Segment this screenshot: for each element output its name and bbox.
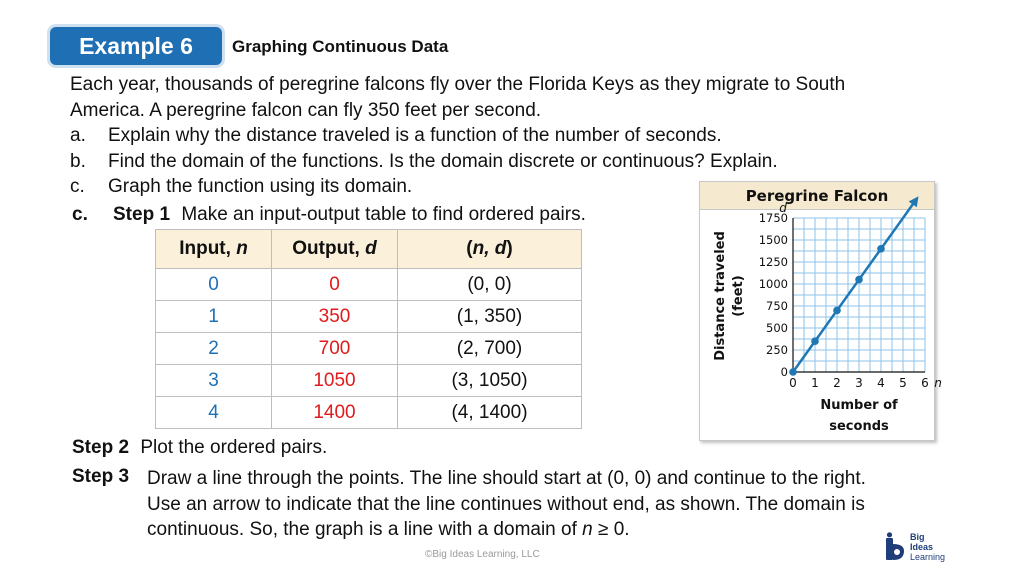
step-1-label: Step 1 — [113, 204, 171, 225]
function-line — [793, 200, 916, 372]
graph-panel — [699, 181, 942, 441]
step-3-line-2: Use an arrow to indicate that the line continues without end, as shown. The domain is — [147, 493, 865, 515]
y-tick-label: 1250 — [758, 255, 788, 269]
y-tick-label: 1750 — [758, 211, 788, 225]
part-text: Find the domain of the functions. Is the domain discrete or continuous? Explain. — [108, 150, 778, 172]
step-2-label: Step 2 — [72, 437, 130, 458]
output-cell: 1050 — [272, 365, 398, 397]
x-variable-label: n — [934, 376, 942, 390]
problem-line-2: America. A peregrine falcon can fly 350 feet per second. — [70, 99, 542, 121]
table-header-row — [156, 230, 582, 269]
data-point — [833, 307, 841, 315]
step-1 — [72, 204, 586, 226]
graph-title: Peregrine Falcon — [700, 182, 934, 210]
input-cell: 4 — [156, 397, 272, 429]
y-tick-label: 1500 — [758, 233, 788, 247]
output-cell: 0 — [272, 269, 398, 301]
data-point — [811, 337, 819, 345]
example-title: Graphing Continuous Data — [232, 37, 449, 56]
output-cell: 1400 — [272, 397, 398, 429]
header-output: Output, d — [272, 230, 398, 269]
data-point — [789, 368, 797, 376]
table-row — [156, 333, 582, 365]
step-3-line-3: continuous. So, the graph is a line with a domain of n ≥ 0. — [147, 519, 630, 540]
input-cell: 3 — [156, 365, 272, 397]
part-text: Graph the function using its domain. — [108, 176, 413, 197]
x-tick-label: 6 — [921, 376, 929, 390]
y-tick-label: 500 — [766, 321, 788, 335]
pair-cell: (0, 0) — [398, 269, 582, 301]
pair-cell: (4, 1400) — [398, 397, 582, 429]
part-b — [70, 149, 970, 175]
output-cell: 700 — [272, 333, 398, 365]
falcon-graph — [700, 201, 942, 440]
header-pair: (n, d) — [398, 230, 582, 269]
x-axis-label-2: seconds — [829, 419, 889, 434]
problem-line-1: Each year, thousands of peregrine falcons fly over the Florida Keys as they migrate to South — [70, 74, 846, 95]
table-row — [156, 397, 582, 429]
y-axis-label-2: (feet) — [731, 275, 746, 317]
step-2-text: Plot the ordered pairs. — [140, 437, 328, 458]
part-letter: b. — [70, 150, 86, 172]
x-tick-label: 0 — [789, 376, 797, 390]
table-row — [156, 365, 582, 397]
part-text: Explain why the distance traveled is a function of the number of seconds. — [108, 125, 722, 146]
step-3-line-1: Draw a line through the points. The line should start at (0, 0) and continue to the right. — [147, 468, 866, 489]
data-point — [877, 245, 885, 253]
part-letter: a. — [70, 125, 86, 146]
data-marks — [789, 196, 918, 376]
grid-lines — [793, 218, 925, 372]
x-tick-label: 3 — [855, 376, 863, 390]
part-a — [70, 123, 970, 149]
input-output-table — [155, 229, 582, 429]
input-cell: 0 — [156, 269, 272, 301]
step-2 — [72, 437, 327, 459]
copyright-notice: ©Big Ideas Learning, LLC — [425, 549, 540, 560]
input-cell: 1 — [156, 301, 272, 333]
y-tick-label: 0 — [780, 365, 788, 379]
output-cell: 350 — [272, 301, 398, 333]
x-tick-label: 5 — [899, 376, 907, 390]
y-tick-label: 750 — [766, 299, 788, 313]
data-point — [855, 276, 863, 284]
logo-wordmark: Big Ideas Learning — [910, 532, 946, 562]
step-3-text — [147, 466, 866, 543]
logo-mark-icon — [884, 532, 906, 562]
step-1-part: c. — [72, 204, 88, 225]
part-letter: c. — [70, 176, 85, 197]
input-cell: 2 — [156, 333, 272, 365]
table-row — [156, 301, 582, 333]
table-row — [156, 269, 582, 301]
header-input: Input, n — [156, 230, 272, 269]
x-tick-label: 4 — [877, 376, 885, 390]
x-tick-label: 1 — [811, 376, 819, 390]
big-ideas-logo — [884, 532, 945, 562]
y-tick-label: 1000 — [758, 277, 788, 291]
y-tick-label: 250 — [766, 343, 788, 357]
x-tick-label: 2 — [833, 376, 841, 390]
y-variable-label: d — [779, 201, 787, 215]
pair-cell: (2, 700) — [398, 333, 582, 365]
pair-cell: (1, 350) — [398, 301, 582, 333]
step-3-label: Step 3 — [72, 466, 130, 487]
step-1-text: Make an input-output table to find ordered pairs. — [181, 204, 586, 225]
x-axis-label-1: Number of — [820, 398, 898, 413]
y-axis-label-1: Distance traveled — [713, 231, 728, 361]
pair-cell: (3, 1050) — [398, 365, 582, 397]
example-badge: Example 6 — [50, 27, 222, 65]
